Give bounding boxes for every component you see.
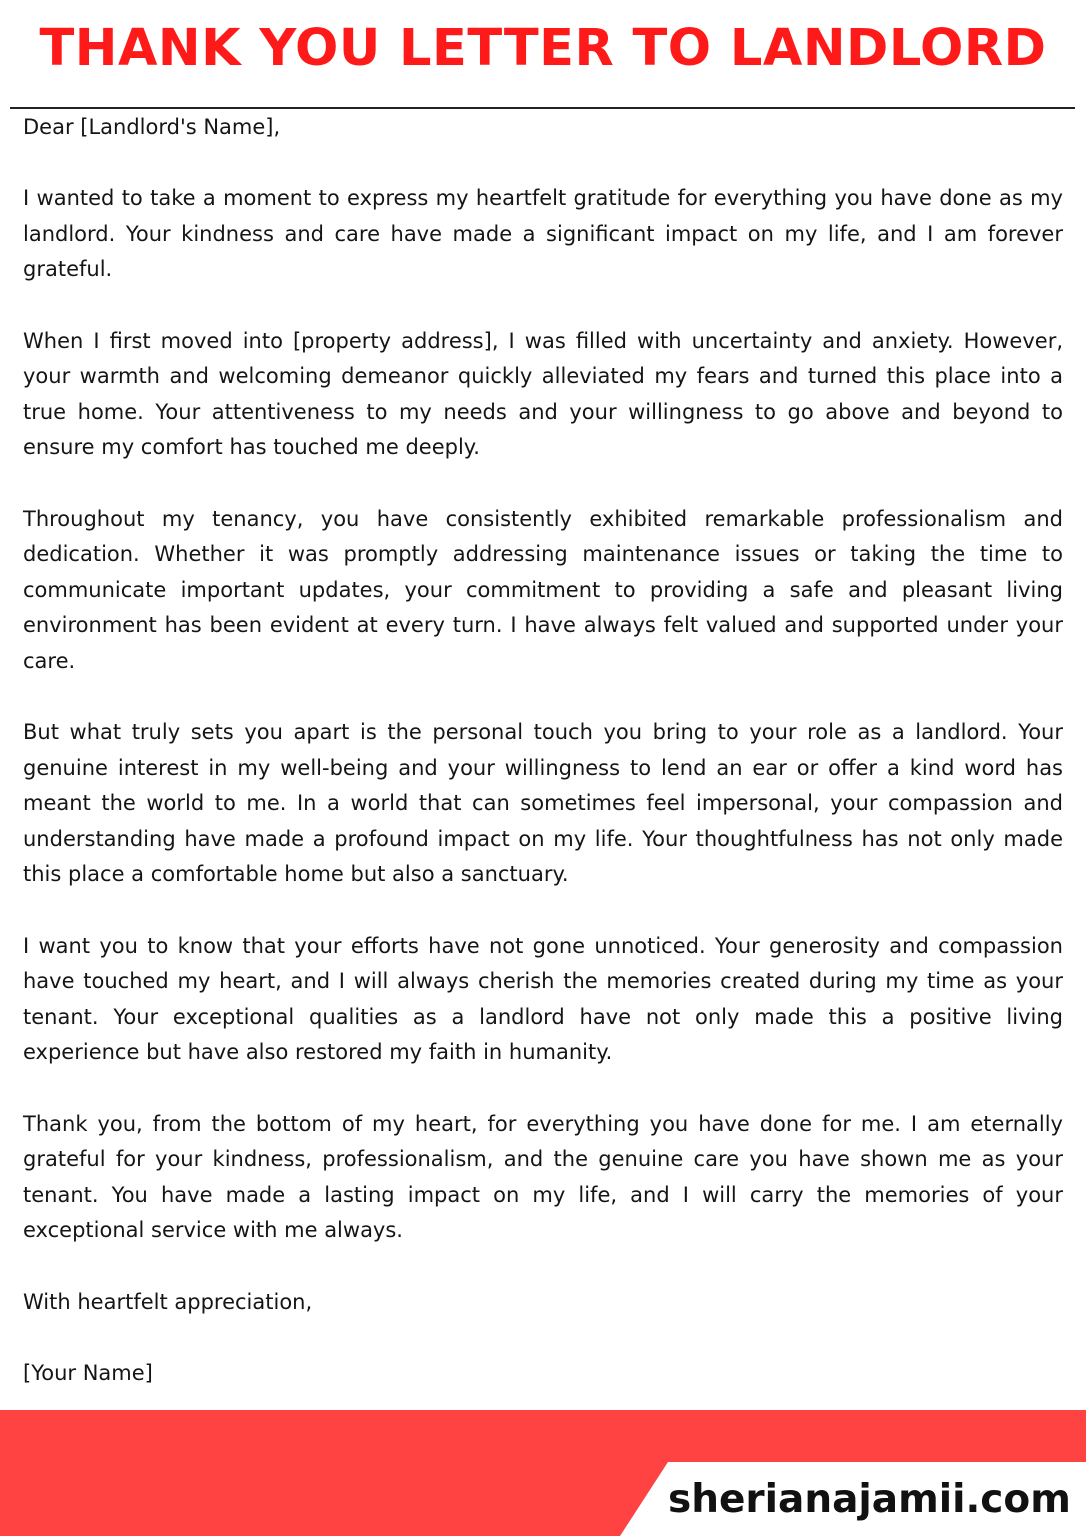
letter-signature: [Your Name]: [23, 1360, 153, 1385]
letter-paragraph-1: I wanted to take a moment to express my heartfelt gratitude for everything you have done as my landlord. Your kindness and care have made a significant impact on my life, and I am forever grateful.: [23, 186, 1063, 282]
letter-paragraph-5: I want you to know that your efforts have not gone unnoticed. Your generosity and compassion have touched my heart, and I will always cherish the memories created during my time as your tenant. Your exceptional qualities as a landlord have not only made this a positive living experience but have also restored my faith in humanity.: [23, 933, 1063, 1065]
letter-salutation: Dear [Landlord's Name],: [23, 115, 281, 139]
letter-closing: With heartfelt appreciation,: [23, 1289, 313, 1314]
page-title: THANK YOU LETTER TO LANDLORD: [39, 19, 1047, 78]
letter-body: [23, 110, 1063, 1427]
letter-paragraph-4: But what truly sets you apart is the personal touch you bring to your role as a landlord. Your genuine interest in my well-being and your willingness to lend an ear or offer a kind word has meant the world to me. In a world that can sometimes feel impersonal, your compassion and understanding have made a profound impact on my life. Your thoughtfulness has not only made this place a comfortable home but also a sanctuary.: [23, 720, 1063, 887]
footer-brand-text: sherianajamii.com: [668, 1477, 1071, 1522]
letter-paragraph-3: Throughout my tenancy, you have consistently exhibited remarkable professionalism and dedication. Whether it was promptly addressing maintenance issues or taking the time to communicate important updates, your commitment to providing a safe and pleasant living environment has been evident at every turn. I have always felt valued and supported under your care.: [23, 506, 1063, 673]
letter-paragraph-2: When I first moved into [property address], I was filled with uncertainty and anxiety. However, your warmth and welcoming demeanor quickly alleviated my fears and turned this place into a true home. Your attentiveness to my needs and your willingness to go above and beyond to ensure my comfort has touched me deeply.: [23, 328, 1063, 460]
title-divider: [10, 107, 1075, 109]
letter-paragraph-6: Thank you, from the bottom of my heart, for everything you have done for me. I am eternally grateful for your kindness, professionalism, and the genuine care you have shown me as your tenant. You have made a lasting impact on my life, and I will carry the memories of your exceptional service with me always.: [23, 1111, 1063, 1243]
